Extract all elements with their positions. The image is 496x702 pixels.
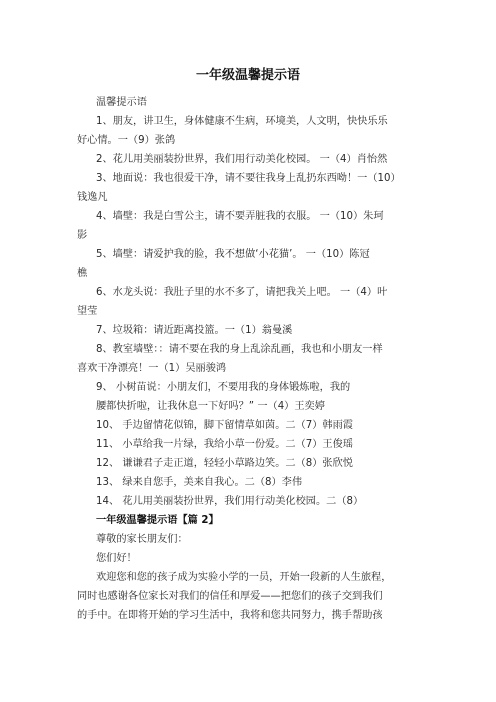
- text-line: 2、花儿用美丽装扮世界，我们用行动美化校园。 一（4）肖怡然: [96, 154, 388, 165]
- text-line: 您们好！: [96, 553, 137, 564]
- text-line: 温馨提示语: [96, 97, 147, 108]
- text-line: 3、地面说：我也很爱干净，请不要往我身上乱扔东西呦！一（10）: [96, 173, 401, 184]
- text-line: 的手中。在即将开始的学习生活中，我将和您共同努力，携手帮助孩: [77, 610, 383, 621]
- text-line: 14、 花儿用美丽装扮世界，我们用行动美化校园。二（8）: [96, 496, 364, 507]
- text-line: 影: [77, 230, 88, 241]
- text-line: 11、 小草给我一片绿，我给小草一份爱。二（7）王俊瑶: [96, 439, 353, 450]
- text-line: 12、 谦谦君子走正道，轻轻小草路边笑。二（8）张欣悦: [96, 458, 353, 469]
- text-line: 8、教室墙壁：：请不要在我的身上乱涂乱画，我也和小朋友一样: [96, 344, 383, 355]
- page-title: 一年级温馨提示语: [195, 68, 300, 83]
- section-heading: 一年级温馨提示语【篇 2】: [96, 515, 219, 526]
- text-line: 钱逸凡: [77, 192, 108, 203]
- text-line: 腰都快折啦，让我休息一下好吗？” 一（4）王奕婷: [96, 401, 325, 412]
- text-line: 9、 小树苗说：小朋友们，不要用我的身体锻炼啦，我的: [96, 382, 351, 393]
- text-line: 10、 手边留情花似锦，脚下留情草如茵。二（7）韩雨霞: [96, 420, 353, 431]
- text-line: 6、水龙头说：我肚子里的水不多了，请把我关上吧。 一（4）叶: [96, 287, 388, 298]
- text-line: 同时也感谢各位家长对我们的信任和厚爱——把您们的孩子交到我们: [77, 591, 383, 602]
- text-line: 樵: [77, 268, 88, 279]
- text-line: 7、垃圾箱：请近距离投篮。一（1）翁曼溪: [96, 325, 293, 336]
- text-line: 尊敬的家长朋友们：: [96, 534, 188, 545]
- text-line: 喜欢干净漂亮！一（1）吴丽骏鸿: [77, 363, 227, 374]
- text-line: 4、墙壁：我是白雪公主，请不要弄脏我的衣服。 一（10）朱珂: [96, 211, 384, 222]
- text-line: 1、朋友，讲卫生，身体健康不生病，环境美，人文明，快快乐乐: [96, 116, 388, 127]
- text-line: 5、墙壁：请爱护我的脸，我不想做‘小花猫’。 一（10）陈冠: [96, 249, 370, 260]
- text-line: 好心情。一（9）张鸽: [77, 135, 176, 146]
- text-line: 13、 绿来自您手，美来自我心。二（8）李伟: [96, 477, 303, 488]
- text-line: 望莹: [77, 306, 98, 317]
- text-line: 欢迎您和您的孩子成为实验小学的一员，开始一段新的人生旅程，: [96, 572, 392, 583]
